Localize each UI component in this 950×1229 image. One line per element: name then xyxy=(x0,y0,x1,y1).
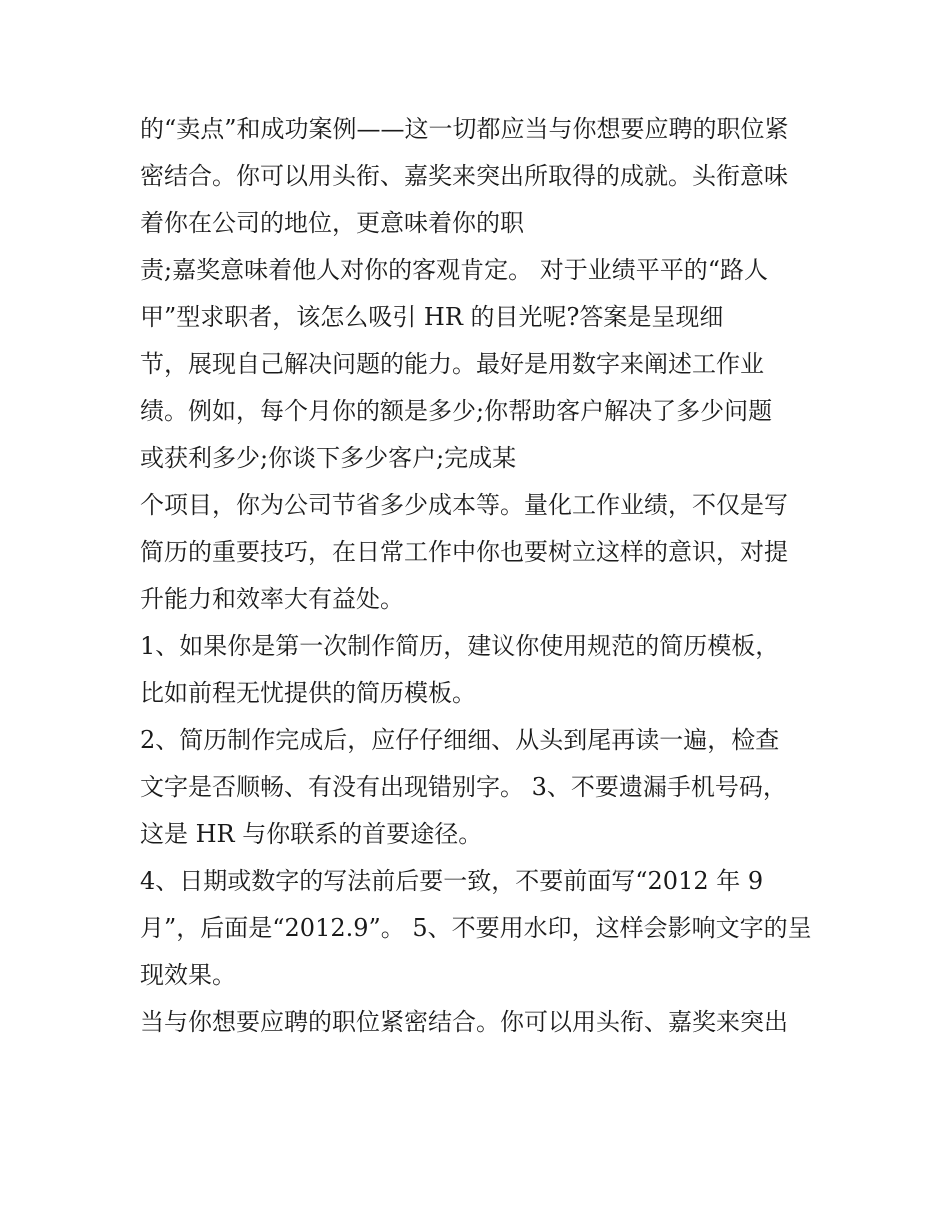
text-line: 责;嘉奖意味着他人对你的客观肯定。 对于业绩平平的“路人 xyxy=(140,256,768,284)
list-item-4: 4、日期或数字的写法前后要一致，不要前面写“2012 年 9 xyxy=(140,867,764,895)
text-line: 密结合。你可以用头衔、嘉奖来突出所取得的成就。头衔意味 xyxy=(140,162,788,190)
text-line: 这是 HR 与你联系的首要途径。 xyxy=(140,820,483,848)
text-line: 文字是否顺畅、有没有出现错别字。 3、不要遗漏手机号码， xyxy=(140,773,787,801)
text-line: 比如前程无忧提供的简历模板。 xyxy=(140,679,476,707)
text-line: 个项目，你为公司节省多少成本等。量化工作业绩，不仅是写 xyxy=(140,491,788,519)
body-text xyxy=(140,106,820,1046)
text-line: 当与你想要应聘的职位紧密结合。你可以用头衔、嘉奖来突出 xyxy=(140,1008,788,1036)
list-item-2: 2、简历制作完成后，应仔仔细细、从头到尾再读一遍，检查 xyxy=(140,726,780,754)
text-line: 甲”型求职者，该怎么吸引 HR 的目光呢?答案是呈现细 xyxy=(140,303,724,331)
text-line: 或获利多少;你谈下多少客户;完成某 xyxy=(140,444,517,472)
text-line: 着你在公司的地位，更意味着你的职 xyxy=(140,209,524,237)
list-item-1: 1、如果你是第一次制作简历，建议你使用规范的简历模板， xyxy=(140,632,780,660)
text-line: 的“卖点”和成功案例——这一切都应当与你想要应聘的职位紧 xyxy=(140,115,789,143)
text-line: 月”，后面是“2012.9”。 5、不要用水印，这样会影响文字的呈 xyxy=(140,914,812,942)
text-line: 节，展现自己解决问题的能力。最好是用数字来阐述工作业 xyxy=(140,350,764,378)
text-line: 现效果。 xyxy=(140,961,236,989)
text-line: 绩。例如，每个月你的额是多少;你帮助客户解决了多少问题 xyxy=(140,397,773,425)
text-line: 简历的重要技巧，在日常工作中你也要树立这样的意识，对提 xyxy=(140,538,788,566)
text-line: 升能力和效率大有益处。 xyxy=(140,585,404,613)
